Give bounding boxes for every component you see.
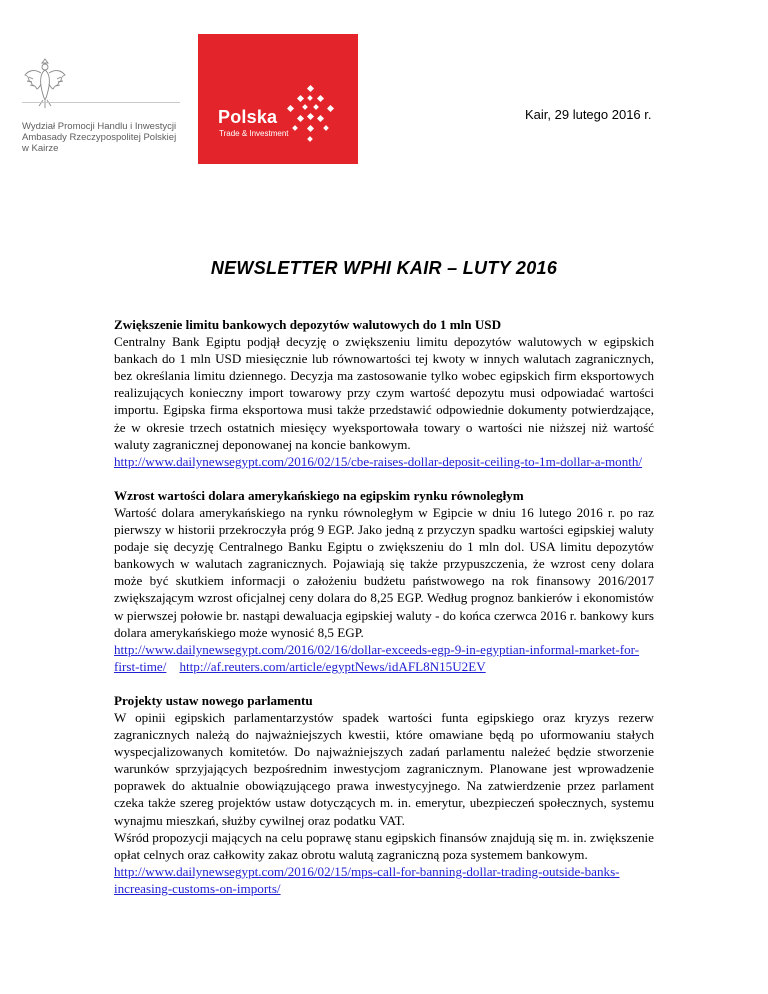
section-text: Wartość dolara amerykańskiego na rynku równoległym w Egipcie w dniu 16 lutego 2016 r. po raz pierwszy w historii przekroczyła próg 9 EGP. Jako jedną z przyczyn spadku wartości egipskiej waluty podaje się decyzję Centralnego Banku Egiptu o zwiększeniu do 1 mln dol. USA limitu depozytów bankowych w walutach zagranicznych. Pojawiają się także przypuszczenia, że wzrost ceny dolara może być skutkiem informacji o założeniu budżetu państwowego na rok finansowy 2016/2017 zwiększającym wzrost oficjalnej ceny dolara do 8,25 EGP. Według prognoz bankierów i ekonomistów w pierwszej połowie br. nastąpi dewaluacja egipskiej waluty - do końca czerwca 2016 r. bankowy kurs dolara amerykańskiego może wynosić 8,5 EGP. — [114, 504, 654, 640]
newsletter-title: NEWSLETTER WPHI KAIR – LUTY 2016 — [210, 258, 558, 278]
polska-trade-investment-logo — [198, 34, 358, 164]
section-heading: Wzrost wartości dolara amerykańskiego na egipskim rynku równoległym — [114, 487, 524, 503]
section-text: Centralny Bank Egiptu podjął decyzję o zwiększeniu limitu depozytów walutowych w egipskich bankach do 1 mln USD miesięcznie lub równowartości tej kwoty w innych walutach zagranicznych, bez określania limitu dziennego. Decyzja ma zastosowanie tylko wobec egipskich firm eksportowych realizujących konieczny import towarowy przy czym wartość depozytu musi odpowiadać wartości importu. Egipska firma eksportowa musi także przedstawić odpowiednie dokumenty potwierdzające, że w okresie trzech ostatnich miesięcy wyeksportowała towary o wartości nie niższej niż wartość waluty zagranicznej deponowanej na koncie bankowym. — [114, 334, 654, 452]
news-section — [114, 487, 654, 675]
newsletter-body — [114, 316, 654, 914]
department-line: Ambasady Rzeczypospolitej Polskiej — [22, 132, 177, 143]
source-link[interactable]: http://www.dailynewsegypt.com/2016/02/15/cbe-raises-dollar-deposit-ceiling-to-1m-dollar-a-month/ — [114, 453, 643, 469]
logo-subtitle: Trade & Investment — [219, 129, 289, 138]
source-link[interactable]: http://www.dailynewsegypt.com/2016/02/15/mps-call-for-banning-dollar-trading-outside-banks-increasing-customs-on-imports/ — [114, 863, 620, 896]
section-heading: Projekty ustaw nowego parlamentu — [114, 692, 313, 708]
logo-pattern-icon — [280, 84, 342, 146]
header-divider — [22, 102, 180, 103]
document-date: Kair, 29 lutego 2016 r. — [525, 107, 652, 122]
department-line: Wydział Promocji Handlu i Inwestycji — [22, 121, 177, 132]
department-line: w Kairze — [22, 143, 59, 154]
source-link[interactable]: http://www.dailynewsegypt.com/2016/02/16/dollar-exceeds-egp-9-in-egyptian-informal-market-for-first-time/ — [114, 641, 640, 674]
logo-brand: Polska — [218, 107, 278, 127]
news-section — [114, 692, 654, 897]
source-link[interactable]: http://af.reuters.com/article/egyptNews/idAFL8N15U2EV — [179, 658, 486, 674]
section-text: W opinii egipskich parlamentarzystów spadek wartości funta egipskiego oraz kryzys rezerw zagranicznych należą do najważniejszych kwestii, które omawiane będą po uformowaniu stałych wyspecjalizowanych komitetów. Do najważniejszych zadań parlamentu należeć będzie stworzenie warunków sprzyjających bezpośrednim inwestycjom zagranicznym. Planowane jest wprowadzenie poprawek do aktualnie obowiązującego prawa inwestycyjnego. Na zatwierdzenie przez parlament czeka także szereg projektów ustaw dotyczących m. in. emerytur, ubezpieczeń społecznych, systemu wynajmu mieszkań, służby cywilnej oraz podatku VAT. — [114, 709, 654, 828]
source-links — [114, 641, 654, 675]
news-section — [114, 316, 654, 470]
department-name — [22, 121, 202, 154]
section-heading: Zwiększenie limitu bankowych depozytów walutowych do 1 mln USD — [114, 317, 502, 332]
section-text: Wśród propozycji mających na celu poprawę stanu egipskich finansów znajdują się m. in. zwiększenie opłat celnych oraz całkowity zakaz obrotu walutą zagraniczną poza systemem bankowym. — [114, 829, 654, 862]
